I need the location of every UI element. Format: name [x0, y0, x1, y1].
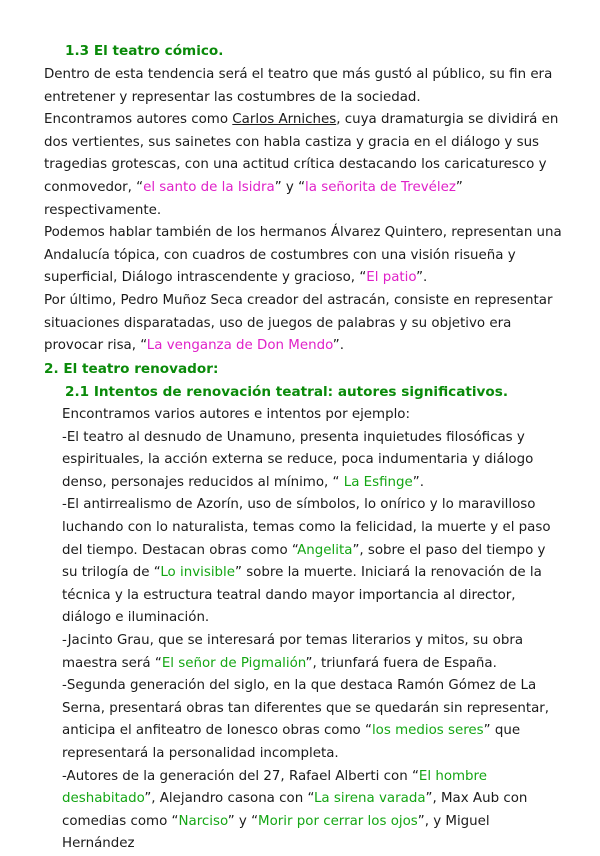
text-run: -El teatro al desnudo de Unamuno, presenta inquietudes filosóficas y espirituales, la acción externa se reduce, poca indumentaria y diálogo denso, personajes reducidos al mínimo, “	[62, 429, 534, 490]
section-renovacion-body	[62, 404, 564, 856]
paragraph-arniches	[44, 109, 564, 222]
work-title: Lo invisible	[160, 565, 235, 581]
text-run: , cuya dramaturgia se dividirá en dos vertientes, sus sainetes con habla castiza y gracia en el diálogo y sus tragedias grotescas, con una actitud crítica destacando los caricaturesco y conmovedor, “	[44, 112, 559, 195]
section-heading-teatro-comico: 1.3 El teatro cómico.	[65, 43, 224, 59]
work-title: la señorita de Trevélez	[305, 179, 456, 195]
work-title: La sirena varada	[313, 791, 426, 807]
text-run: ” respectivamente.	[44, 179, 463, 218]
text-run: -Autores de la generación del 27, Rafael Alberti con “	[62, 768, 419, 784]
list-item-jacinto-grau	[62, 630, 564, 675]
text-run: ”.	[412, 474, 424, 490]
text-run: -Jacinto Grau, que se interesará por temas literarios y mitos, su obra maestra será “	[62, 632, 524, 671]
text-run: Podemos hablar también de los hermanos Álvarez Quintero, representan una Andalucía tópica, con cuadros de costumbres con una visión risueña y superficial, Diálogo intrascendente y gracioso, “	[44, 225, 562, 286]
text-run: ” y “	[274, 179, 306, 195]
text-run: -Segunda generación del siglo, en la que destaca Ramón Gómez de La Serna, presentará obras tan diferentes que se quedarán sin representar, anticipa el anfiteatro de Ionesco obras como “	[62, 678, 550, 739]
list-item-generacion-27	[62, 766, 564, 856]
work-title: La Esfinge	[343, 474, 413, 490]
work-title: El patio	[366, 270, 417, 286]
section-teatro-comico-body	[44, 64, 564, 358]
work-title: El señor de Pigmalión	[161, 655, 306, 671]
work-title: el santo de la Isidra	[143, 179, 275, 195]
text-run: ”, Max Aub con comedias como “	[62, 791, 528, 829]
text-run: Encontramos autores como	[44, 112, 233, 128]
text-run: ”.	[416, 270, 428, 286]
work-title: La venganza de Don Mendo	[146, 338, 333, 354]
work-title: Narciso	[178, 813, 228, 829]
text-run: Por último, Pedro Muñoz Seca creador del astracán, consiste en representar situaciones disparatadas, uso de juegos de palabras y su objetivo era provocar risa, “	[44, 292, 553, 354]
work-title: los medios seres	[371, 723, 484, 739]
text-run: ” sobre la muerte. Iniciará la renovación de la técnica y la estructura teatral dando mayor importancia al director, diálogo e iluminación.	[62, 565, 542, 626]
author-name-arniches: Carlos Arniches	[232, 112, 337, 128]
list-item-unamuno	[62, 427, 564, 495]
text-run: ”.	[332, 338, 344, 354]
text-run: ”, triunfará fuera de España.	[305, 655, 497, 671]
list-item-gomez-de-la-serna	[62, 675, 564, 765]
text-run: ”, Alejandro casona con “	[144, 791, 314, 807]
paragraph-alvarez-quintero	[44, 222, 564, 290]
paragraph-intro: Encontramos varios autores e intentos por ejemplo:	[62, 407, 410, 422]
work-title: Morir por cerrar los ojos	[258, 813, 418, 829]
section-heading-teatro-renovador: 2. El teatro renovador:	[44, 361, 219, 377]
list-item-azorin	[62, 494, 564, 630]
text-run: ” y “	[227, 813, 259, 829]
text-run: ”, y Miguel Hernández	[62, 813, 490, 852]
text-run: ” que representará la personalidad incompleta.	[62, 723, 521, 761]
paragraph-tendencia: Dentro de esta tendencia será el teatro que más gustó al público, su fin era entretener y representar las costumbres de la sociedad.	[44, 67, 553, 105]
work-title: El hombre deshabitado	[62, 768, 488, 807]
text-run: ”, sobre el paso del tiempo y su trilogía de “	[62, 542, 546, 581]
paragraph-munoz-seca	[44, 290, 564, 358]
text-run: -El antirrealismo de Azorín, uso de símbolos, lo onírico y lo maravilloso luchando con lo naturalista, temas como la felicidad, la muerte y el paso del tiempo. Destacan obras como “	[62, 497, 551, 558]
work-title: Angelita	[297, 542, 353, 558]
subsection-heading-renovacion: 2.1 Intentos de renovación teatral: autores significativos.	[65, 384, 508, 400]
